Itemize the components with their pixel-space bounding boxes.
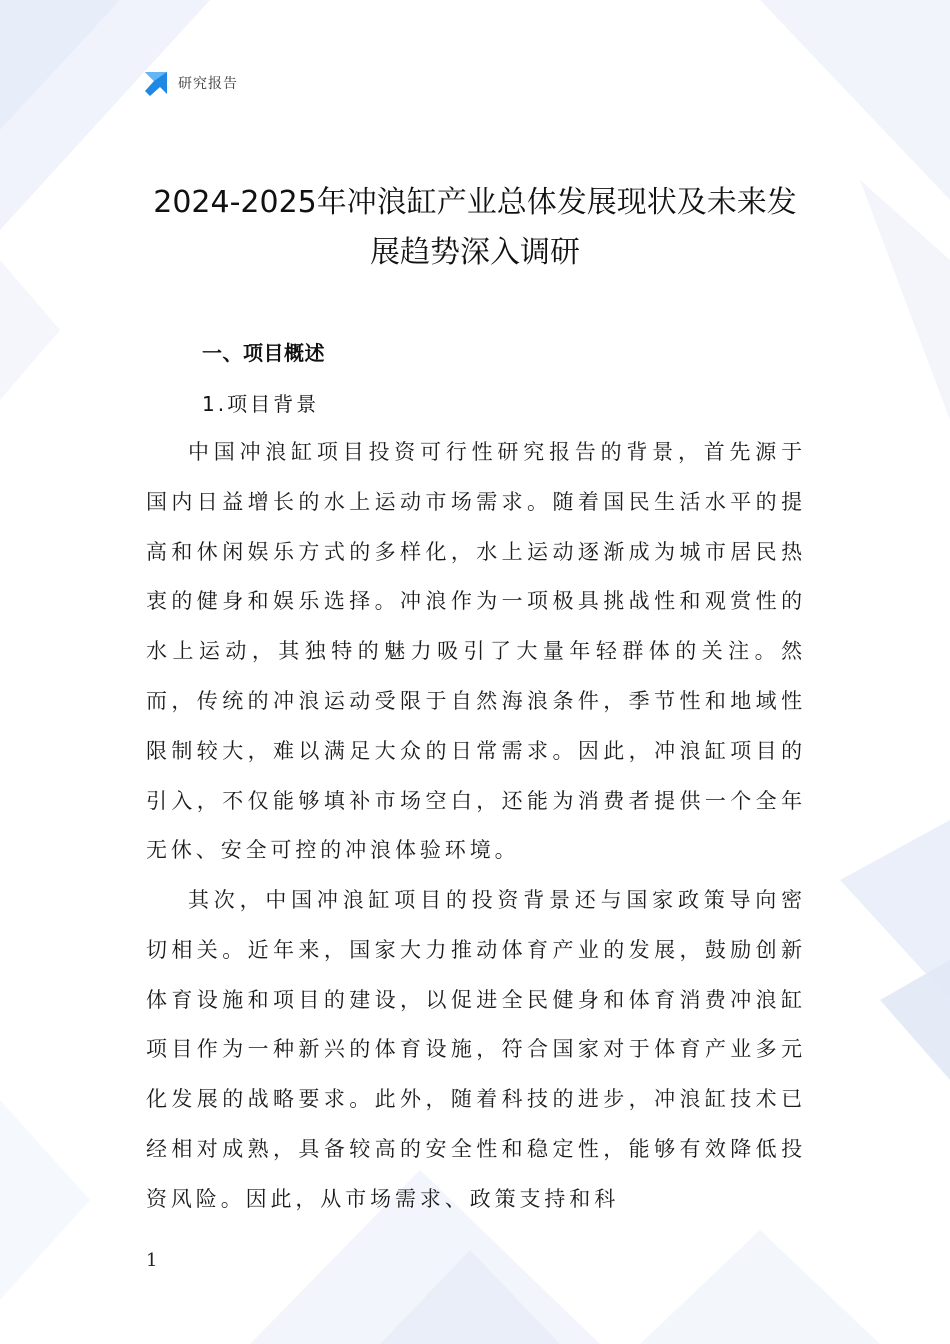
subsection-heading: 1.项目背景 bbox=[202, 392, 320, 416]
page-number: 1 bbox=[146, 1250, 158, 1271]
report-type-label: 研究报告 bbox=[178, 76, 238, 92]
section-heading: 一、项目概述 bbox=[202, 341, 325, 365]
arrow-up-right-icon bbox=[142, 69, 170, 97]
body-paragraph: 其次，中国冲浪缸项目的投资背景还与国家政策导向密切相关。近年来，国家大力推动体育产业的发展，鼓励创新体育设施和项目的建设，以促进全民健身和体育消费冲浪缸项目作为一种新兴的体育设施，符合国家对于体育产业多元化发展的战略要求。此外，随着科技的进步，冲浪缸技术已经相对成熟，具备较高的安全性和稳定性，能够有效降低投资风险。因此，从市场需求、政策支持和科 bbox=[146, 888, 806, 1211]
document-title: 2024-2025年冲浪缸产业总体发展现状及未来发展趋势深入调研 bbox=[153, 185, 797, 270]
report-header bbox=[142, 68, 238, 98]
body-paragraph: 中国冲浪缸项目投资可行性研究报告的背景，首先源于国内日益增长的水上运动市场需求。随着国民生活水平的提高和休闲娱乐方式的多样化，水上运动逐渐成为城市居民热衷的健身和娱乐选择。冲浪作为一项极具挑战性和观赏性的水上运动，其独特的魅力吸引了大量年轻群体的关注。然而，传统的冲浪运动受限于自然海浪条件，季节性和地域性限制较大，难以满足大众的日常需求。因此，冲浪缸项目的引入，不仅能够填补市场空白，还能为消费者提供一个全年无休、安全可控的冲浪体验环境。 bbox=[146, 440, 806, 863]
